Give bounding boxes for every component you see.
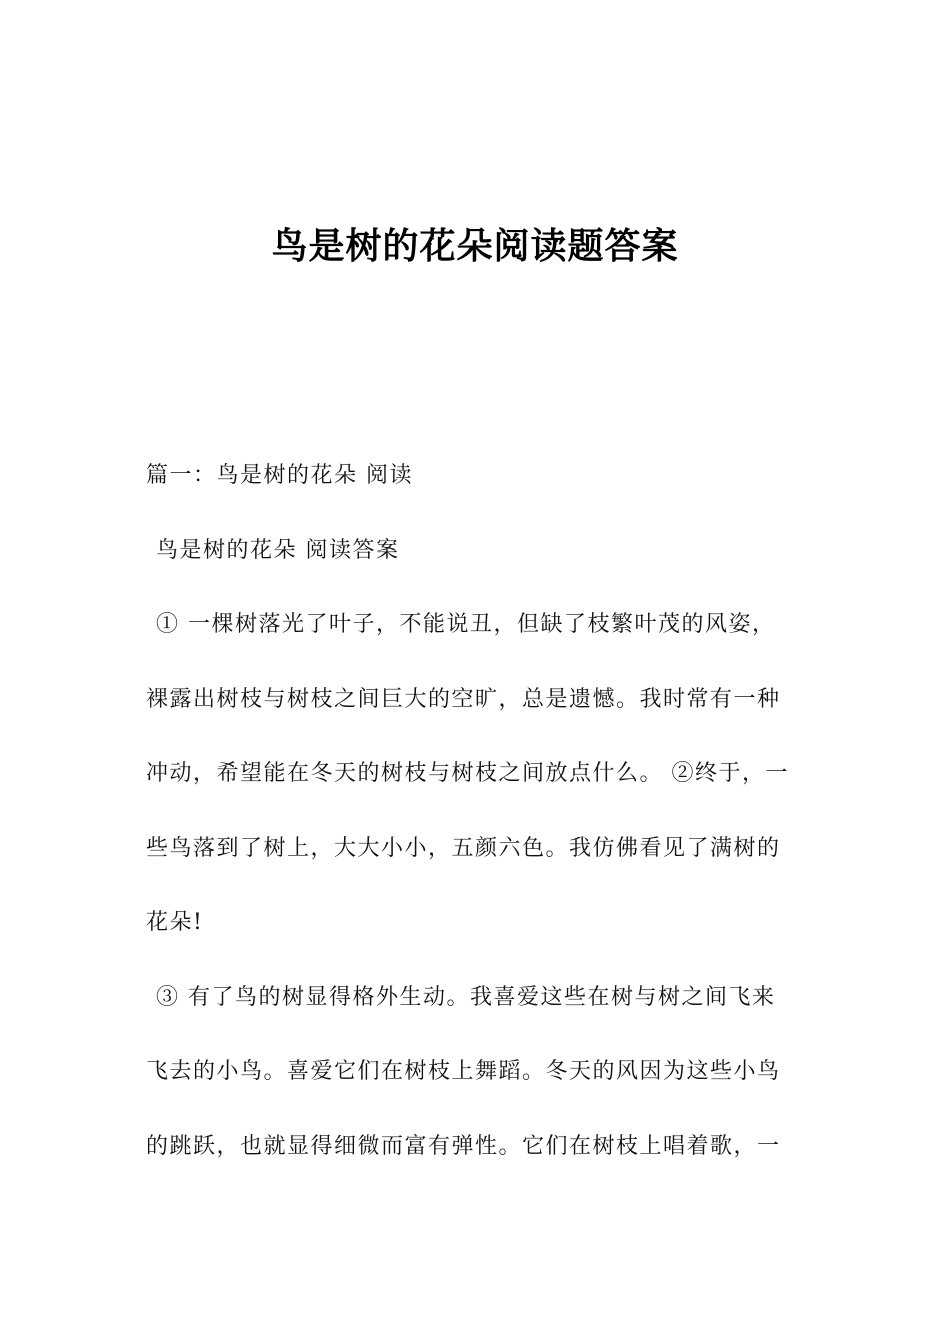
section-heading: 篇一：鸟是树的花朵 阅读 bbox=[146, 463, 413, 488]
paragraph-line: 裸露出树枝与树枝之间巨大的空旷，总是遗憾。我时常有一种 bbox=[146, 686, 781, 712]
paragraph-line: 些鸟落到了树上，大大小小，五颜六色。我仿佛看见了满树的 bbox=[146, 835, 781, 861]
paragraph-line: 的跳跃，也就显得细微而富有弹性。它们在树枝上唱着歌，一 bbox=[146, 1133, 781, 1159]
document-body bbox=[146, 452, 806, 1197]
page-title: 鸟是树的花朵阅读题答案 bbox=[271, 226, 679, 267]
subheading: 鸟是树的花朵 阅读答案 bbox=[156, 537, 400, 563]
paragraph-line: 飞去的小鸟。喜爱它们在树枝上舞蹈。冬天的风因为这些小鸟 bbox=[146, 1059, 781, 1084]
paragraph-line: 冲动，希望能在冬天的树枝与树枝之间放点什么。 ②终于，一 bbox=[146, 761, 789, 786]
paragraph-line: ① 一棵树落光了叶子，不能说丑，但缺了枝繁叶茂的风姿， bbox=[156, 612, 776, 637]
paragraph-line: 花朵! bbox=[146, 910, 204, 935]
paragraph-line: ③ 有了鸟的树显得格外生动。我喜爱这些在树与树之间飞来 bbox=[156, 984, 776, 1010]
